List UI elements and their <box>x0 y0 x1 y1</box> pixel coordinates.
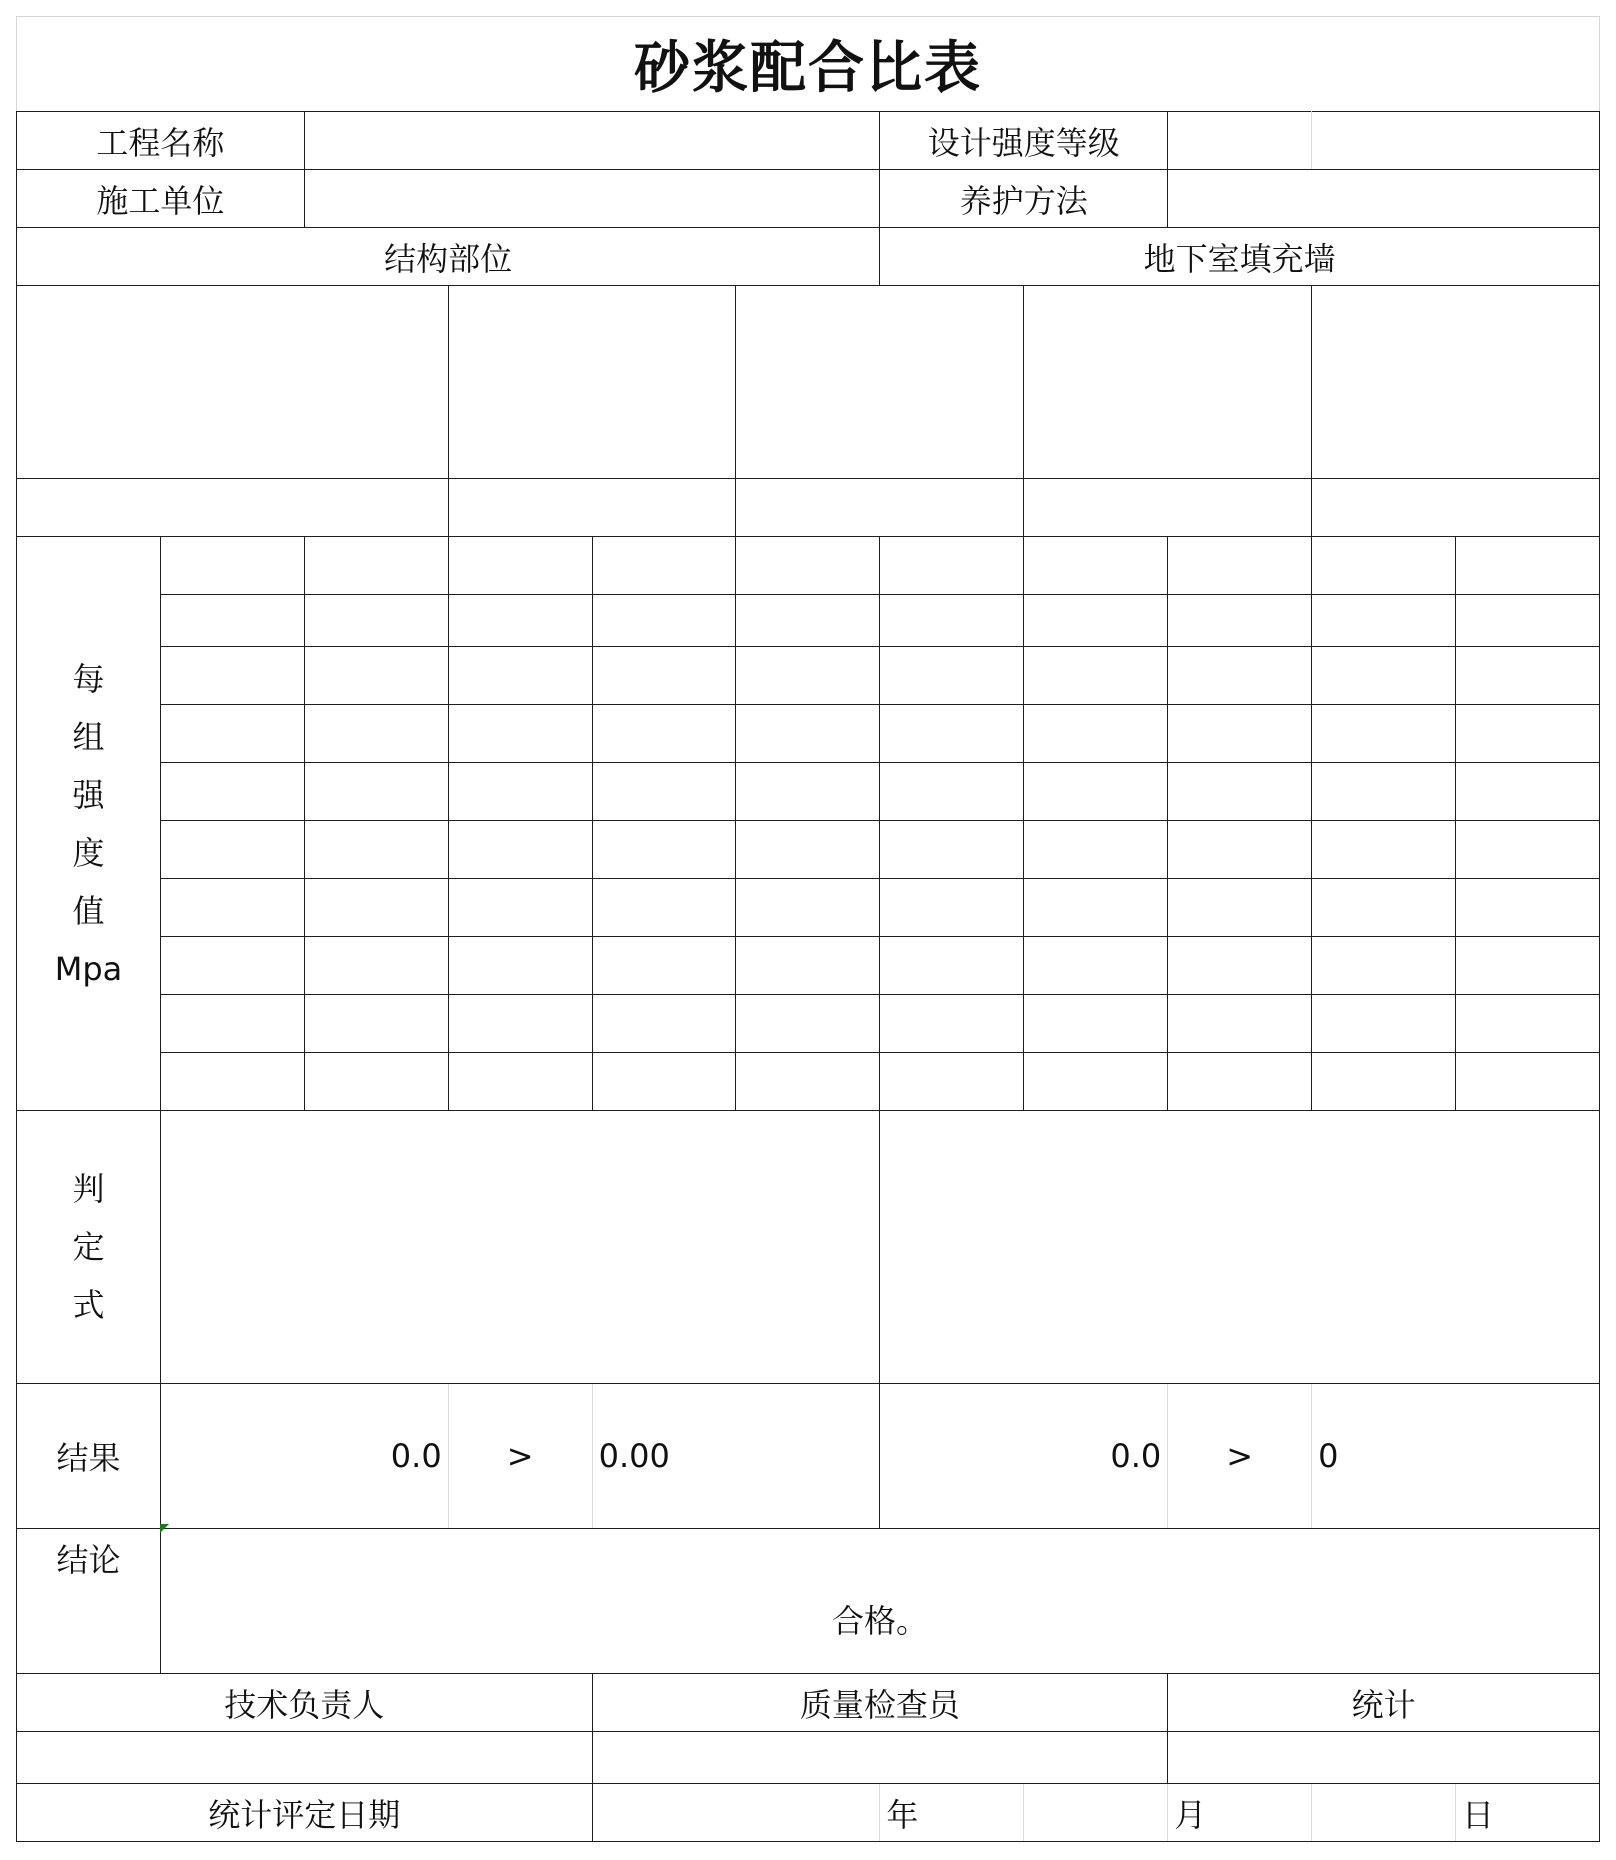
strength-cell[interactable] <box>1312 537 1456 595</box>
strength-cell[interactable] <box>736 879 880 937</box>
strength-cell[interactable] <box>160 647 304 705</box>
blank-cell[interactable] <box>1312 286 1600 479</box>
strength-cell[interactable] <box>304 879 448 937</box>
strength-cell[interactable] <box>1312 705 1456 763</box>
design-grade-field[interactable] <box>1168 112 1312 170</box>
strength-cell[interactable] <box>1024 705 1168 763</box>
strength-cell[interactable] <box>448 879 592 937</box>
strength-cell[interactable] <box>1168 763 1312 821</box>
strength-cell[interactable] <box>1024 763 1168 821</box>
day-label: 日 <box>1456 1784 1600 1842</box>
strength-cell[interactable] <box>880 937 1024 995</box>
statistics-label: 统计 <box>1168 1674 1600 1732</box>
blank-cell[interactable] <box>17 286 449 479</box>
strength-cell[interactable] <box>880 995 1024 1053</box>
strength-cell[interactable] <box>160 763 304 821</box>
curing-method-label: 养护方法 <box>880 170 1168 228</box>
strength-cell[interactable] <box>736 995 880 1053</box>
strength-cell[interactable] <box>160 595 304 647</box>
strength-cell[interactable] <box>1312 763 1456 821</box>
strength-cell[interactable] <box>592 763 736 821</box>
strength-cell[interactable] <box>304 937 448 995</box>
project-name-field[interactable] <box>304 112 880 170</box>
strength-cell[interactable] <box>448 595 592 647</box>
month-field[interactable] <box>1024 1784 1168 1842</box>
strength-cell[interactable] <box>1168 995 1312 1053</box>
strength-cell[interactable] <box>304 595 448 647</box>
strength-cell[interactable] <box>1168 647 1312 705</box>
strength-cell[interactable] <box>1168 705 1312 763</box>
strength-cell[interactable] <box>160 1053 304 1111</box>
blank-cell[interactable] <box>17 479 449 537</box>
strength-cell[interactable] <box>1168 821 1312 879</box>
strength-cell[interactable] <box>160 705 304 763</box>
evaluation-date-label: 统计评定日期 <box>17 1784 593 1842</box>
result-left-value[interactable]: 0.0 <box>160 1384 448 1529</box>
strength-cell[interactable] <box>1312 647 1456 705</box>
judgement-label <box>17 1111 161 1384</box>
strength-cell[interactable] <box>736 763 880 821</box>
strength-cell[interactable] <box>880 647 1024 705</box>
strength-cell[interactable] <box>1168 937 1312 995</box>
strength-cell[interactable] <box>1024 995 1168 1053</box>
strength-cell[interactable] <box>160 937 304 995</box>
project-name-label: 工程名称 <box>17 112 305 170</box>
month-label: 月 <box>1168 1784 1312 1842</box>
strength-cell[interactable] <box>1456 595 1600 647</box>
blank-cell[interactable] <box>736 286 1024 479</box>
strength-cell[interactable] <box>1024 537 1168 595</box>
strength-cell[interactable] <box>1024 595 1168 647</box>
strength-label-char: 度 <box>72 833 105 872</box>
strength-cell[interactable] <box>160 995 304 1053</box>
strength-label-char: 每 <box>72 659 105 698</box>
judgement-label-char: 定 <box>72 1228 105 1266</box>
strength-cell[interactable] <box>160 879 304 937</box>
judgement-label-char: 判 <box>72 1170 105 1208</box>
strength-cell[interactable] <box>304 821 448 879</box>
strength-cell[interactable] <box>736 537 880 595</box>
strength-cell[interactable] <box>880 1053 1024 1111</box>
blank-cell[interactable] <box>736 479 1024 537</box>
strength-cell[interactable] <box>304 537 448 595</box>
strength-cell[interactable] <box>880 537 1024 595</box>
day-field[interactable] <box>1312 1784 1456 1842</box>
blank-cell[interactable] <box>1312 479 1600 537</box>
comment-indicator-icon[interactable] <box>160 1524 169 1533</box>
strength-cell[interactable] <box>592 705 736 763</box>
strength-cell[interactable] <box>1312 1053 1456 1111</box>
strength-cell[interactable] <box>1168 537 1312 595</box>
strength-cell[interactable] <box>448 537 592 595</box>
strength-cell[interactable] <box>304 763 448 821</box>
strength-cell[interactable] <box>1456 937 1600 995</box>
mix-ratio-table <box>16 111 1600 1842</box>
blank-cell[interactable] <box>448 479 736 537</box>
strength-cell[interactable] <box>1312 595 1456 647</box>
strength-cell[interactable] <box>1168 1053 1312 1111</box>
construction-unit-field[interactable] <box>304 170 880 228</box>
strength-cell[interactable] <box>1024 647 1168 705</box>
year-field[interactable] <box>592 1784 880 1842</box>
strength-cell[interactable] <box>1168 879 1312 937</box>
strength-cell[interactable] <box>592 1053 736 1111</box>
construction-unit-label: 施工单位 <box>17 170 305 228</box>
result-label: 结果 <box>17 1384 161 1529</box>
judgement-formula-right[interactable] <box>880 1111 1600 1384</box>
strength-cell[interactable] <box>448 937 592 995</box>
page-title: 砂浆配合比表 <box>634 36 982 101</box>
strength-cell[interactable] <box>304 1053 448 1111</box>
conclusion-label: 结论 <box>17 1529 161 1674</box>
year-label: 年 <box>880 1784 1024 1842</box>
curing-method-field[interactable] <box>1168 170 1600 228</box>
blank-cell[interactable] <box>448 286 736 479</box>
strength-cell[interactable] <box>304 647 448 705</box>
strength-cell[interactable] <box>448 995 592 1053</box>
strength-cell[interactable] <box>1024 879 1168 937</box>
strength-cell[interactable] <box>880 705 1024 763</box>
strength-cell[interactable] <box>736 937 880 995</box>
strength-cell[interactable] <box>304 705 448 763</box>
conclusion-text[interactable]: 合格。 <box>160 1529 1599 1674</box>
strength-cell[interactable] <box>736 705 880 763</box>
strength-cell[interactable] <box>1456 995 1600 1053</box>
strength-label <box>17 537 161 1111</box>
design-grade-field-extra[interactable] <box>1312 112 1600 170</box>
strength-cell[interactable] <box>160 821 304 879</box>
result-left-operator[interactable]: > <box>448 1384 592 1529</box>
statistics-signature[interactable] <box>1168 1732 1600 1784</box>
result-right-threshold[interactable]: 0 <box>1312 1384 1600 1529</box>
quality-inspector-signature[interactable] <box>592 1732 1168 1784</box>
strength-label-char: 值 <box>72 891 105 930</box>
blank-cell[interactable] <box>1024 479 1312 537</box>
design-grade-label: 设计强度等级 <box>880 112 1168 170</box>
strength-cell[interactable] <box>448 821 592 879</box>
result-right-value[interactable]: 0.0 <box>880 1384 1168 1529</box>
strength-unit: Mpa <box>54 949 123 988</box>
strength-label-char: 强 <box>72 775 105 814</box>
strength-cell[interactable] <box>1456 763 1600 821</box>
strength-cell[interactable] <box>1312 879 1456 937</box>
strength-cell[interactable] <box>736 647 880 705</box>
tech-lead-label: 技术负责人 <box>17 1674 593 1732</box>
strength-cell[interactable] <box>592 647 736 705</box>
strength-cell[interactable] <box>736 821 880 879</box>
strength-cell[interactable] <box>592 995 736 1053</box>
strength-label-char: 组 <box>72 717 105 756</box>
strength-cell[interactable] <box>448 1053 592 1111</box>
strength-cell[interactable] <box>1456 647 1600 705</box>
structure-part-label: 结构部位 <box>17 228 880 286</box>
strength-cell[interactable] <box>736 1053 880 1111</box>
strength-cell[interactable] <box>592 595 736 647</box>
structure-part-field[interactable]: 地下室填充墙 <box>880 228 1600 286</box>
strength-cell[interactable] <box>1456 879 1600 937</box>
strength-cell[interactable] <box>880 763 1024 821</box>
strength-cell[interactable] <box>592 537 736 595</box>
strength-cell[interactable] <box>1312 937 1456 995</box>
strength-cell[interactable] <box>880 595 1024 647</box>
strength-cell[interactable] <box>1456 1053 1600 1111</box>
tech-lead-signature[interactable] <box>17 1732 593 1784</box>
strength-cell[interactable] <box>592 821 736 879</box>
strength-cell[interactable] <box>1456 537 1600 595</box>
strength-cell[interactable] <box>1456 821 1600 879</box>
strength-cell[interactable] <box>160 537 304 595</box>
strength-cell[interactable] <box>304 995 448 1053</box>
judgement-formula-left[interactable] <box>160 1111 879 1384</box>
blank-cell[interactable] <box>1024 286 1312 479</box>
strength-cell[interactable] <box>1024 937 1168 995</box>
judgement-label-char: 式 <box>72 1286 105 1324</box>
strength-cell[interactable] <box>736 595 880 647</box>
strength-cell[interactable] <box>880 879 1024 937</box>
title-cell <box>16 16 1600 111</box>
strength-cell[interactable] <box>1168 595 1312 647</box>
strength-cell[interactable] <box>880 821 1024 879</box>
strength-cell[interactable] <box>1024 821 1168 879</box>
result-right-operator[interactable]: > <box>1168 1384 1312 1529</box>
strength-cell[interactable] <box>1312 821 1456 879</box>
strength-cell[interactable] <box>448 647 592 705</box>
strength-cell[interactable] <box>1024 1053 1168 1111</box>
mortar-mix-ratio-sheet <box>16 16 1600 1844</box>
strength-cell[interactable] <box>592 937 736 995</box>
strength-cell[interactable] <box>592 879 736 937</box>
strength-cell[interactable] <box>1312 995 1456 1053</box>
strength-cell[interactable] <box>448 763 592 821</box>
result-left-threshold[interactable]: 0.00 <box>592 1384 880 1529</box>
quality-inspector-label: 质量检查员 <box>592 1674 1168 1732</box>
strength-cell[interactable] <box>1456 705 1600 763</box>
strength-cell[interactable] <box>448 705 592 763</box>
